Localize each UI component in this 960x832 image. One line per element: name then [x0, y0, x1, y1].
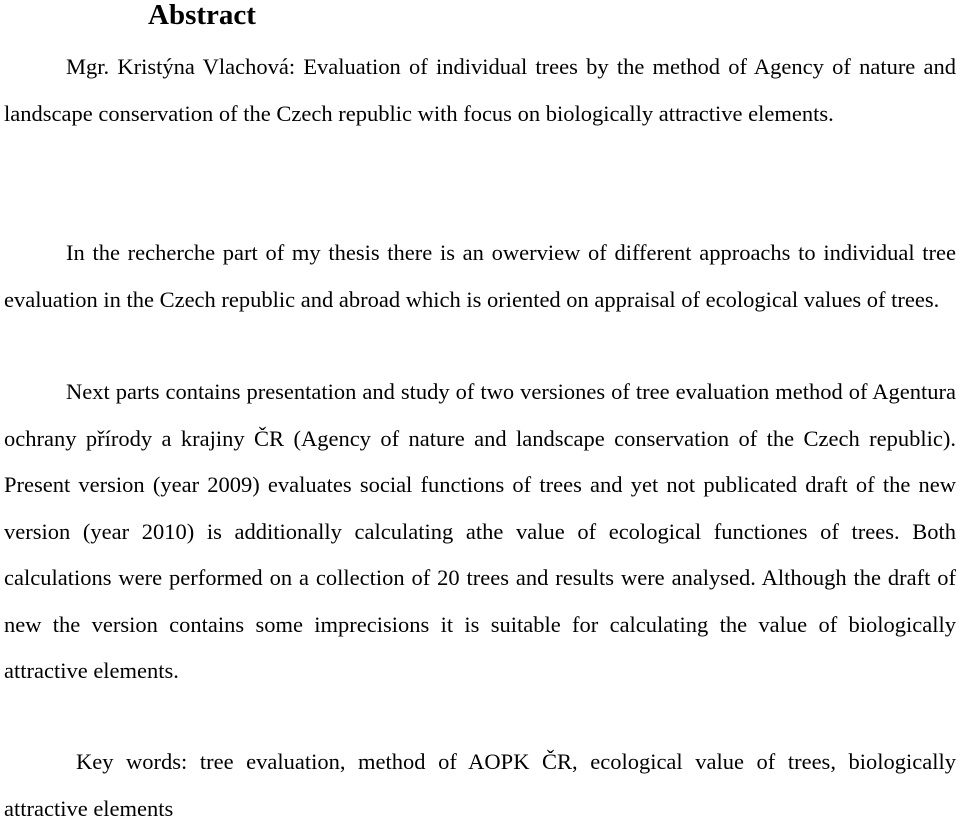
paragraph-recherche: In the recherche part of my thesis there is an owerview of different approachs to individual tree evaluation in the Czech republic and abroad which is oriented on appraisal of ecological values of trees.	[4, 240, 956, 312]
keywords-line: Key words: tree evaluation, method of AOPK ČR, ecological value of trees, biologically attractive elements	[4, 749, 956, 821]
thesis-citation: Mgr. Kristýna Vlachová: Evaluation of individual trees by the method of Agency of nature and landscape conservation of the Czech republic with focus on biologically attractive elements.	[4, 54, 956, 126]
paragraph-methods-results: Next parts contains presentation and study of two versiones of tree evaluation method of Agentura ochrany přírody a krajiny ČR (Agency of nature and landscape conservation of the Czech republic). Present version (year 2009) evaluates social functions of trees and yet not publicated draft of the new version (year 2010) is additionally calculating athe value of ecological functiones of trees. Both calculations were performed on a collection of 20 trees and results were analysed. Although the draft of new the version contains some imprecisions it is suitable for calculating the value of biologically attractive elements.	[4, 379, 956, 683]
abstract-heading: Abstract	[148, 0, 256, 31]
